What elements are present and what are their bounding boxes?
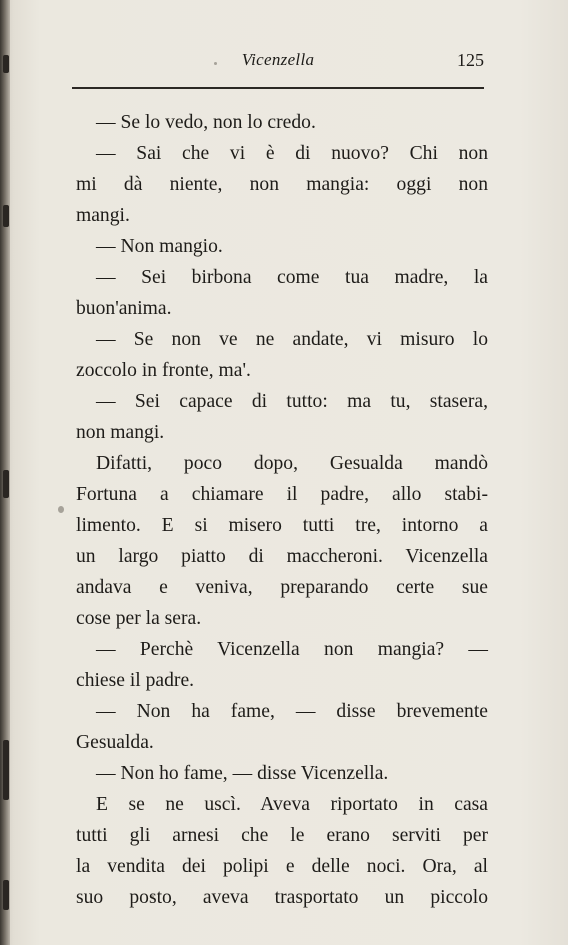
binding-mark: [3, 55, 9, 73]
binding-mark: [3, 470, 9, 498]
running-title: Vicenzella: [241, 50, 315, 69]
binding-mark: [3, 205, 9, 227]
paper-speck: [58, 506, 64, 513]
text-line: limento. E si misero tutti tre, intorno a: [76, 515, 488, 536]
text-line: Difatti, poco dopo, Gesualda mandò: [96, 453, 488, 474]
binding-mark: [3, 740, 9, 800]
text-line: cose per la sera.: [76, 608, 202, 629]
text-line: tutti gli arnesi che le erano serviti per: [76, 825, 488, 846]
text-line: E se ne uscì. Aveva riportato in casa: [96, 794, 488, 815]
text-line: zoccolo in fronte, ma'.: [76, 360, 251, 381]
binding-mark: [3, 880, 9, 910]
text-line: — Perchè Vicenzella non mangia? —: [96, 639, 488, 660]
text-line: un largo piatto di maccheroni. Vicenzella: [76, 546, 488, 567]
text-line: — Sai che vi è di nuovo? Chi non: [96, 143, 488, 164]
text-line: — Sei birbona come tua madre, la: [96, 267, 488, 288]
text-line: — Non ho fame, — disse Vicenzella.: [96, 763, 389, 784]
text-line: andava e veniva, preparando certe sue: [76, 577, 488, 598]
text-line: buon'anima.: [76, 298, 172, 319]
text-line: mangi.: [76, 205, 130, 226]
text-line: suo posto, aveva trasportato un piccolo: [76, 887, 488, 908]
text-line: Fortuna a chiamare il padre, allo stabi-: [76, 484, 488, 505]
text-line: — Non ha fame, — disse brevemente: [96, 701, 488, 722]
page-number: 125: [457, 50, 484, 70]
text-line: Gesualda.: [76, 732, 154, 753]
text-line: — Se non ve ne andate, vi misuro lo: [96, 329, 488, 350]
text-line: chiese il padre.: [76, 670, 195, 691]
text-line: non mangi.: [76, 422, 165, 443]
text-line: — Sei capace di tutto: ma tu, stasera,: [96, 391, 488, 412]
text-line: — Se lo vedo, non lo credo.: [96, 112, 316, 133]
body-text: [76, 107, 488, 913]
text-line: la vendita dei polipi e delle noci. Ora, al: [76, 856, 488, 877]
header-rule: [72, 87, 484, 89]
text-line: mi dà niente, non mangia: oggi non: [76, 174, 488, 195]
page-header: [72, 50, 484, 76]
text-line: — Non mangio.: [96, 236, 223, 257]
